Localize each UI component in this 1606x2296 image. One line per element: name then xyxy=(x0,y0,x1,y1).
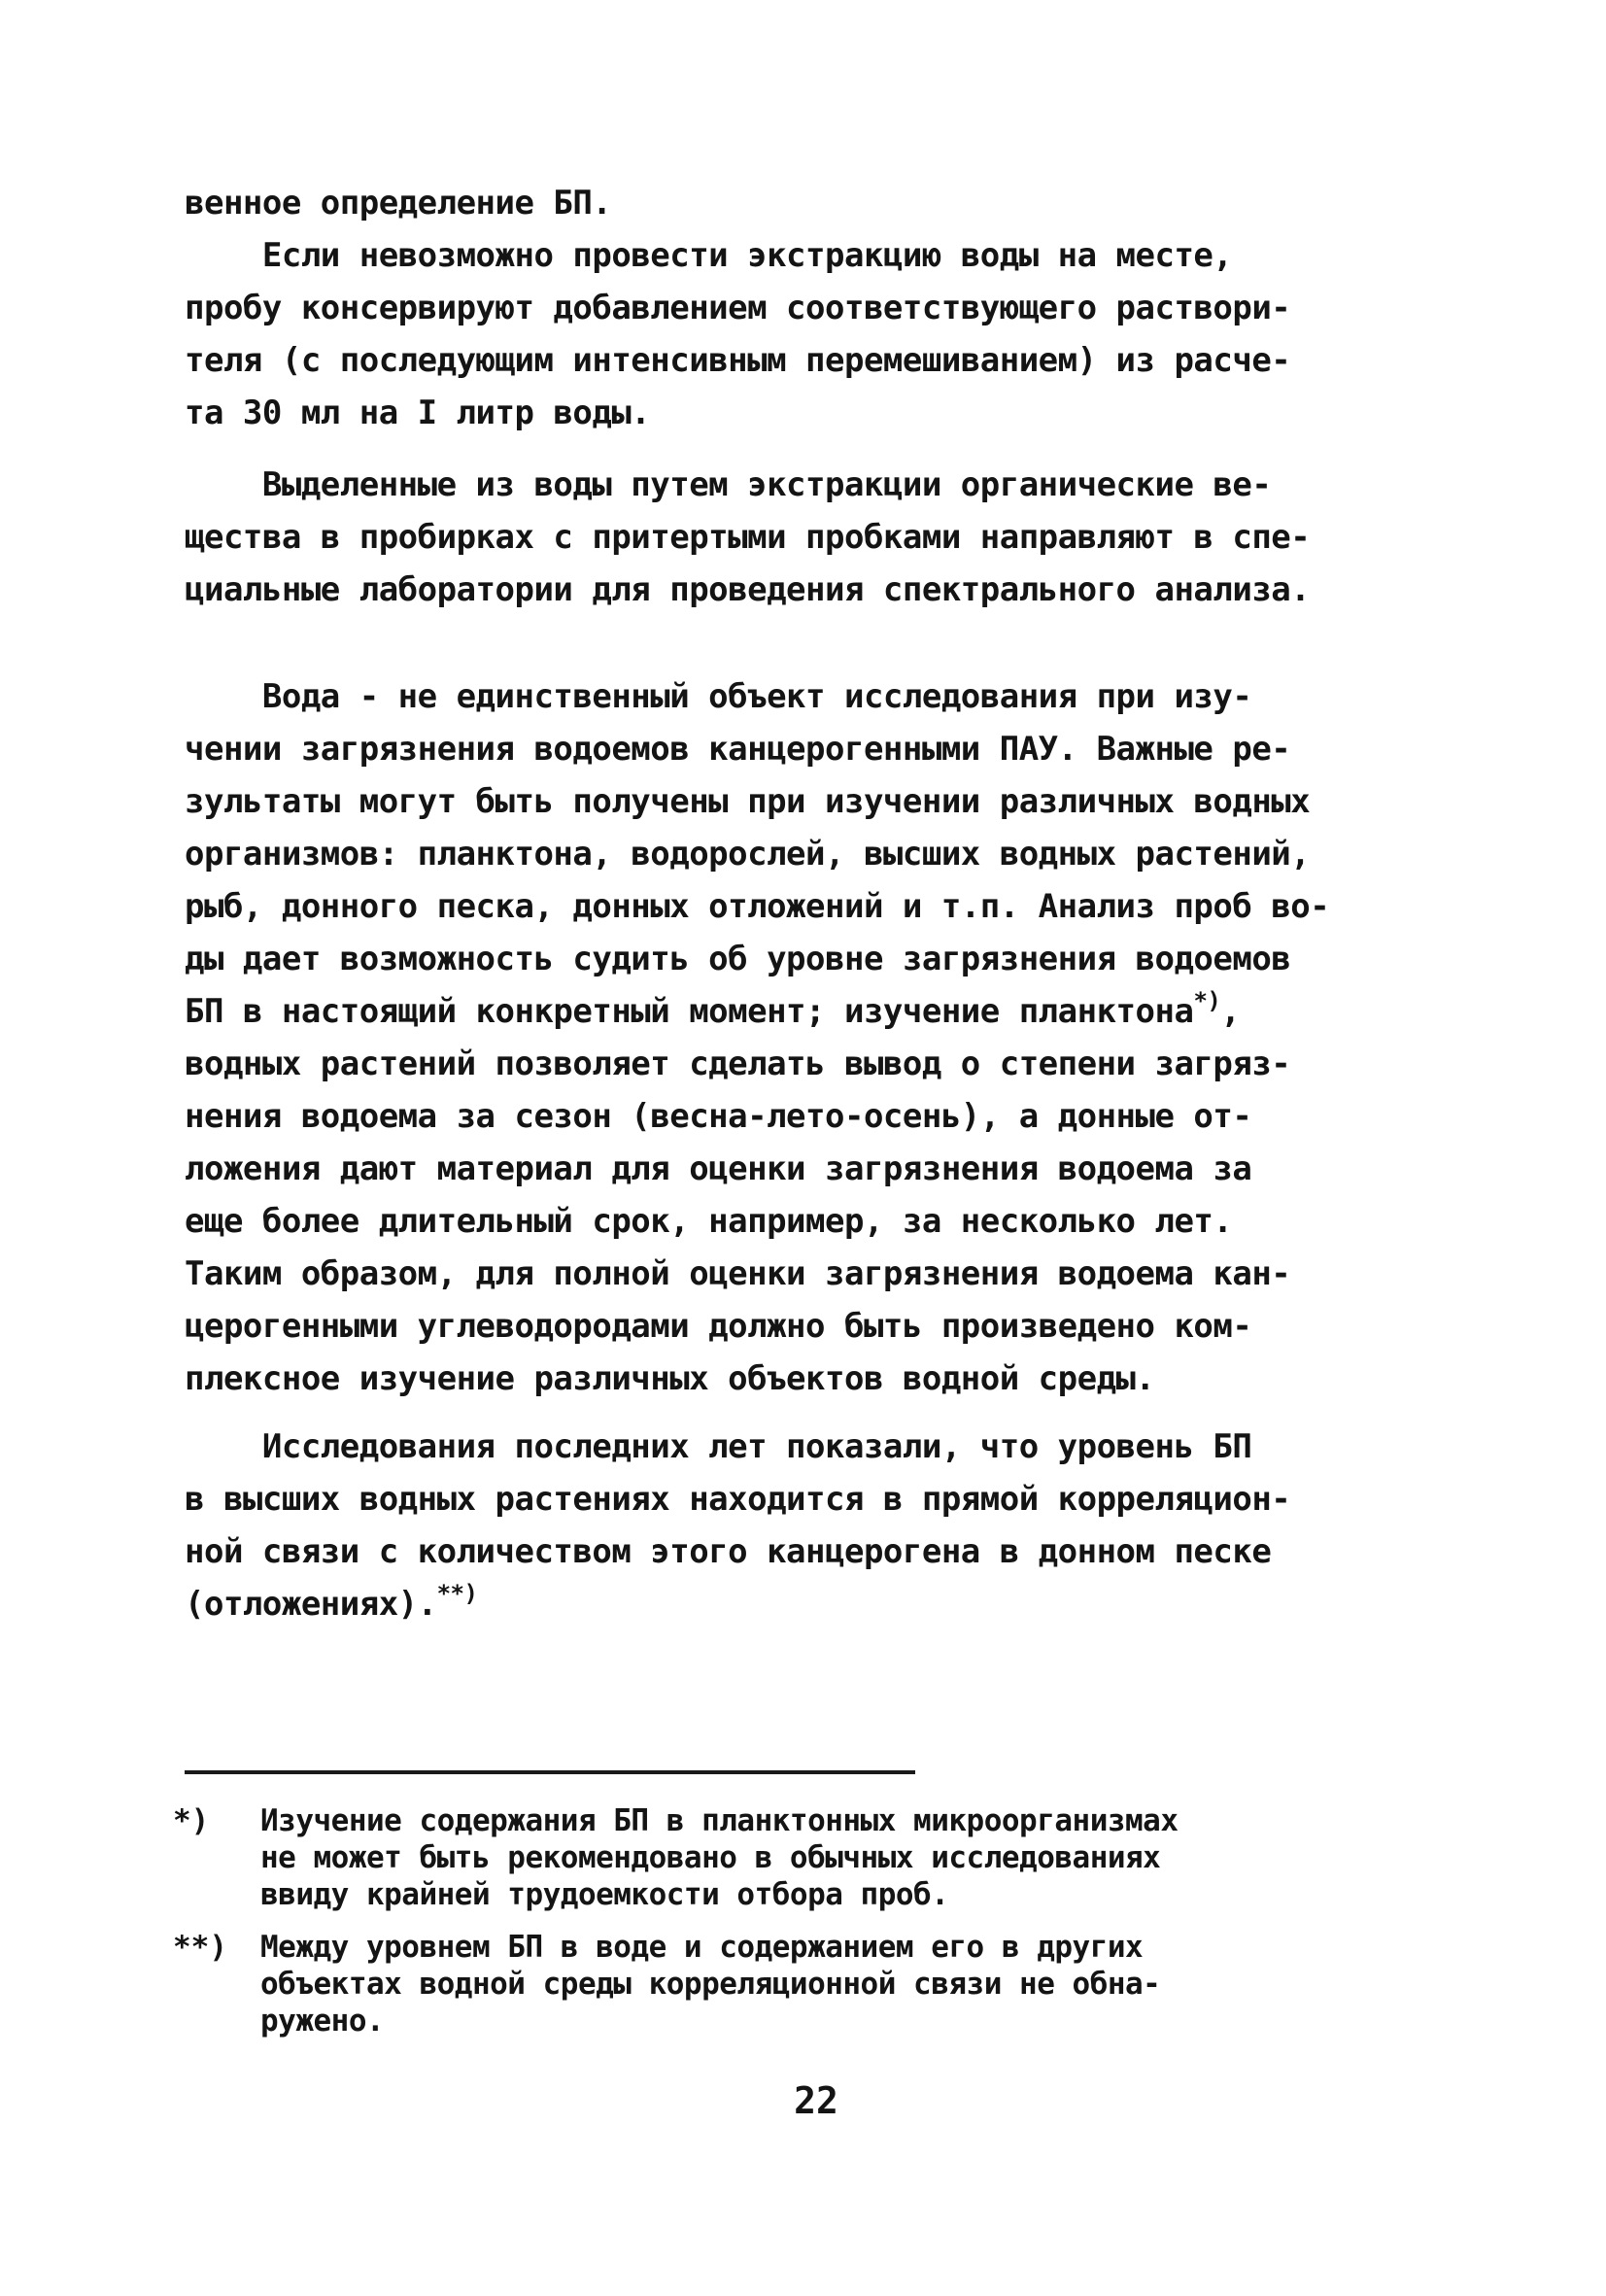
paragraph-gap xyxy=(185,1405,1438,1421)
footnote-marker-2: **) xyxy=(436,1580,478,1607)
paragraph-gap xyxy=(185,616,1438,670)
footnote-mark: **) xyxy=(173,1930,227,1965)
paragraph-2 xyxy=(185,229,1438,439)
text-line: венное определение БП. xyxy=(185,184,612,223)
footnote-line: Между уровнем БП в воде и содержанием его в других xyxy=(260,1930,1144,1965)
text-line: водных растений позволяет сделать вывод о степени загряз- xyxy=(185,1045,1291,1083)
text-line: плексное изучение различных объектов водной среды. xyxy=(185,1359,1155,1398)
paragraph-5 xyxy=(185,1421,1438,1630)
main-text xyxy=(185,177,1438,1630)
text-line: пробу консервируют добавлением соответствующего раствори- xyxy=(185,289,1291,327)
text-line: Вода - не единственный объект исследования при изу- xyxy=(185,677,1252,716)
text-line: рыб, донного песка, донных отложений и т.п. Анализ проб во- xyxy=(185,887,1330,926)
text-line: в высших водных растениях находится в прямой корреляцион- xyxy=(185,1480,1291,1519)
text-line: та 30 мл на I литр воды. xyxy=(185,394,651,432)
text-line: Выделенные из воды путем экстракции органические ве- xyxy=(185,465,1272,504)
text-line: организмов: планктона, водорослей, высших водных растений, xyxy=(185,835,1311,874)
footnote-line: не может быть рекомендовано в обычных исследованиях xyxy=(260,1840,1161,1875)
text-segment: , xyxy=(1220,992,1241,1031)
paragraph-gap xyxy=(185,439,1438,459)
text-line: ложения дают материал для оценки загрязнения водоема за xyxy=(185,1149,1252,1188)
text-line: еще более длительный срок, например, за несколько лет. xyxy=(185,1202,1233,1241)
footnote-2 xyxy=(173,1929,1417,2039)
text-segment: БП в настоящий конкретный момент; изучение планктона xyxy=(185,992,1194,1031)
footnotes xyxy=(173,1802,1417,2039)
footnote-line: ввиду крайней трудоемкости отбора проб. xyxy=(260,1877,949,1912)
text-line: церогенными углеводородами должно быть произведено ком- xyxy=(185,1307,1252,1346)
text-line: Исследования последних лет показали, что уровень БП xyxy=(185,1427,1252,1466)
footnote-line: ружено. xyxy=(260,2004,385,2039)
text-line: теля (с последующим интенсивным перемешиванием) из расче- xyxy=(185,341,1291,380)
footnote-line: объектах водной среды корреляционной связи не обна- xyxy=(260,1967,1161,2002)
paragraph-1 xyxy=(185,177,1438,229)
text-segment: (отложениях). xyxy=(185,1585,437,1624)
footnote-mark: *) xyxy=(173,1803,210,1838)
text-line: ной связи с количеством этого канцерогена в донном песке xyxy=(185,1532,1272,1571)
page-number: 22 xyxy=(794,2079,838,2122)
footnote-line: Изучение содержания БП в планктонных микроорганизмах xyxy=(260,1803,1179,1838)
footnote-text xyxy=(260,1929,1417,2039)
text-line: щества в пробирках с притертыми пробками направляют в спе- xyxy=(185,518,1311,557)
footnote-text xyxy=(260,1802,1417,1913)
text-line: циальные лаборатории для проведения спектрального анализа. xyxy=(185,570,1311,609)
text-line: ды дает возможность судить об уровне загрязнения водоемов xyxy=(185,940,1291,978)
text-line-with-footnote xyxy=(185,1578,1438,1630)
text-line: зультаты могут быть получены при изучении различных водных xyxy=(185,782,1311,821)
text-line: нения водоема за сезон (весна-лето-осень), а донные от- xyxy=(185,1097,1252,1136)
footnote-divider xyxy=(185,1770,915,1774)
text-line-with-footnote xyxy=(185,985,1438,1038)
footnote-marker-1: *) xyxy=(1193,987,1221,1014)
text-line: Таким образом, для полной оценки загрязнения водоема кан- xyxy=(185,1254,1291,1293)
text-line: Если невозможно провести экстракцию воды на месте, xyxy=(185,236,1233,275)
text-line: чении загрязнения водоемов канцерогенными ПАУ. Важные ре- xyxy=(185,730,1291,769)
footnote-1 xyxy=(173,1802,1417,1913)
paragraph-3 xyxy=(185,459,1438,616)
paragraph-4 xyxy=(185,670,1438,1405)
